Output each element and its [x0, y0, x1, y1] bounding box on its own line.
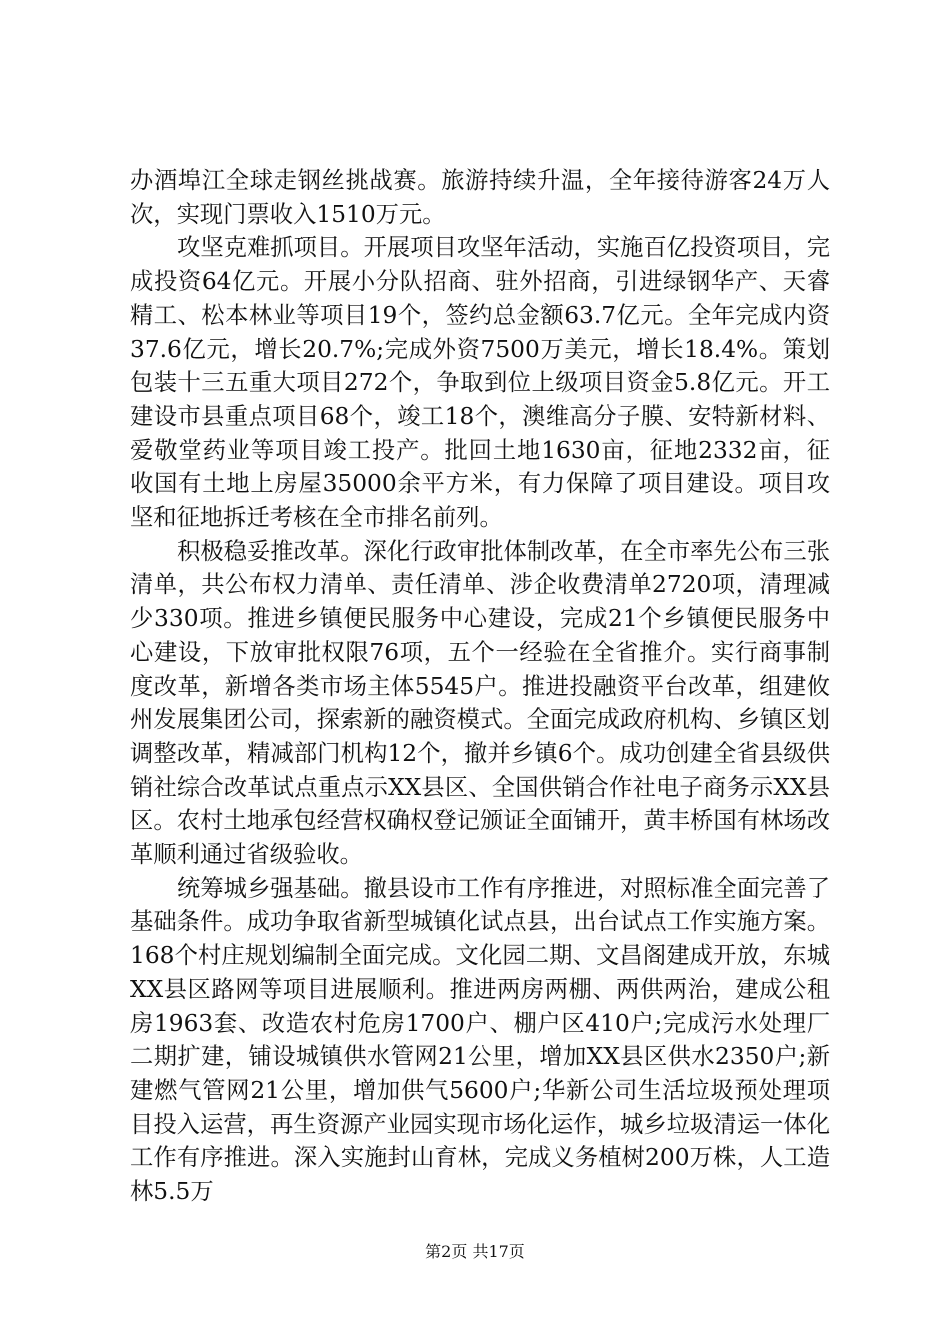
- document-body: [130, 164, 830, 1209]
- paragraph-reform: 积极稳妥推改革。深化行政审批体制改革，在全市率先公布三张清单，共公布权力清单、责任清单、涉企收费清单2720项，清理减少330项。推进乡镇便民服务中心建设，完成21个乡镇便民服务中心建设，下放审批权限76项，五个一经验在全省推介。实行商事制度改革，新增各类市场主体5545户。推进投融资平台改革，组建攸州发展集团公司，探索新的融资模式。全面完成政府机构、乡镇区划调整改革，精减部门机构12个，撤并乡镇6个。成功创建全省县级供销社综合改革试点重点示XX县区、全国供销合作社电子商务示XX县区。农村土地承包经营权确权登记颁证全面铺开，黄丰桥国有林场改革顺利通过省级验收。: [130, 537, 830, 869]
- paragraph-projects: 攻坚克难抓项目。开展项目攻坚年活动，实施百亿投资项目，完成投资64亿元。开展小分队招商、驻外招商，引进绿钢华产、天睿精工、松本林业等项目19个，签约总金额63.7亿元。全年完成内资37.6亿元，增长20.7%;完成外资7500万美元，增长18.4%。策划包装十三五重大项目272个，争取到位上级项目资金5.8亿元。开工建设市县重点项目68个，竣工18个，澳维高分子膜、安特新材料、爱敬堂药业等项目竣工投产。批回土地1630亩，征地2332亩，征收国有土地上房屋35000余平方米，有力保障了项目建设。项目攻坚和征地拆迁考核在全市排名前列。: [130, 234, 830, 532]
- paragraph-urban-rural: 统筹城乡强基础。撤县设市工作有序推进，对照标准全面完善了基础条件。成功争取省新型城镇化试点县，出台试点工作实施方案。168个村庄规划编制全面完成。文化园二期、文昌阁建成开放，东城XX县区路网等项目进展顺利。推进两房两棚、两供两治，建成公租房1963套、改造农村危房1700户、棚户区410户;完成污水处理厂二期扩建，铺设城镇供水管网21公里，增加XX县区供水2350户;新建燃气管网21公里，增加供气5600户;华新公司生活垃圾预处理项目投入运营，再生资源产业园实现市场化运作，城乡垃圾清运一体化工作有序推进。深入实施封山育林，完成义务植树200万株，人工造林5.5万: [130, 874, 830, 1206]
- page-number-footer: 第2页 共17页: [425, 1242, 525, 1261]
- paragraph-continuation: 办酒埠江全球走钢丝挑战赛。旅游持续升温，全年接待游客24万人次，实现门票收入1510万元。: [130, 167, 830, 228]
